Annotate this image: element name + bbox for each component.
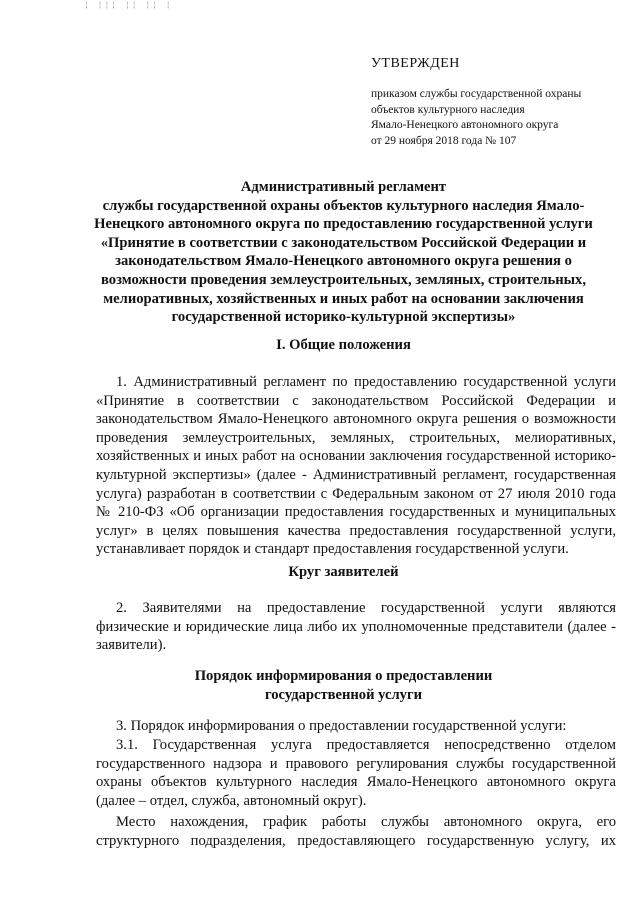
title-line: возможности проведения землеустроительных, земляных, строительных, xyxy=(101,271,586,288)
paragraph-line: проведения землеустроительных, земляных, строительных, мелиоративных, xyxy=(96,429,616,446)
paragraph-3-location xyxy=(96,813,616,850)
paragraph-line: «Принятие в соответствии с законодательством Российской Федерации и xyxy=(96,392,616,409)
title-line: Ненецкого автономного округа по предоставлению государственной услуги xyxy=(94,216,593,233)
paragraph-line: № 210-ФЗ «Об организации предоставления государственных и муниципальных xyxy=(96,504,616,521)
paragraph-line: законодательством Ямало-Ненецкого автономного округа решения о возможности xyxy=(96,411,616,428)
section-heading-applicants xyxy=(80,563,607,582)
section-heading-general xyxy=(80,336,607,355)
approval-heading: УТВЕРЖДЕН xyxy=(371,56,460,71)
title-line: государственной историко-культурной экспертизы» xyxy=(171,309,516,326)
approval-line: Ямало-Ненецкого автономного округа xyxy=(371,119,559,131)
paragraph-line: 3. Порядок информирования о предоставлении государственной услуги: xyxy=(116,718,567,734)
section-heading-line: Порядок информирования о предоставлении xyxy=(194,668,493,684)
paragraph-line: структурного подразделения, предоставляющего государственную услугу, их xyxy=(96,832,616,849)
paragraph-line: Место нахождения, график работы службы автономного округа, его xyxy=(116,814,616,830)
section-heading-line: Круг заявителей xyxy=(288,564,399,580)
paragraph-line: 3.1. Государственная услуга предоставляется непосредственно отделом xyxy=(116,737,616,753)
paragraph-line: заявители). xyxy=(96,637,167,654)
approval-block xyxy=(371,87,631,149)
paragraph-line: культурной экспертизы» (далее - Административный регламент, государственная xyxy=(96,466,616,483)
section-heading-line: государственной услуги xyxy=(264,686,423,703)
paragraph-1 xyxy=(96,373,616,559)
approval-line: объектов культурного наследия xyxy=(371,103,525,116)
section-heading-informing xyxy=(80,667,607,704)
section-heading-line: I. Общие положения xyxy=(276,337,411,353)
approval-line: приказом службы государственной охраны xyxy=(371,88,582,100)
paragraph-3 xyxy=(96,717,616,736)
title-line: «Принятие в соответствии с законодательством Российской Федерации и xyxy=(100,234,587,251)
paragraph-line: 2. Заявителями на предоставление государственной услуги являются xyxy=(116,600,616,616)
document-title xyxy=(80,178,607,327)
title-line: службы государственной охраны объектов культурного наследия Ямало- xyxy=(102,197,585,214)
approval-line: от 29 ноября 2018 года № 107 xyxy=(371,134,517,147)
paragraph-line: государственного надзора и правового регулирования службы государственной xyxy=(96,755,616,772)
paragraph-line: услуга) разработан в соответствии с Федеральным законом от 27 июля 2010 года xyxy=(96,485,616,502)
paragraph-2 xyxy=(96,599,616,655)
scan-artifact-marks: ¦ ¦¦¦ ¦¦ ¦¦ ¦ xyxy=(84,0,173,9)
paragraph-line: (далее – отдел, служба, автономный округ). xyxy=(96,792,367,809)
paragraph-line: хозяйственных и иных работ на основании заключения государственной историко- xyxy=(96,448,616,465)
title-line: мелиоративных, хозяйственных и иных работ на основании заключения xyxy=(103,290,584,307)
paragraph-line: устанавливает порядок и стандарт предоставления государственной услуги. xyxy=(96,541,569,558)
title-line: Административный регламент xyxy=(240,179,447,195)
title-line: законодательством Ямало-Ненецкого автономного округа решения о xyxy=(115,253,572,270)
paragraph-line: физические и юридические лица либо их уполномоченные представители (далее - xyxy=(96,618,616,635)
paragraph-line: 1. Административный регламент по предоставлению государственной услуги xyxy=(116,374,616,390)
paragraph-line: услуг» в целях повышения качества предоставления государственной услуги, xyxy=(96,522,616,539)
paragraph-line: охраны объектов культурного наследия Ямало-Ненецкого автономного округа xyxy=(96,774,616,791)
paragraph-3-1 xyxy=(96,736,616,810)
